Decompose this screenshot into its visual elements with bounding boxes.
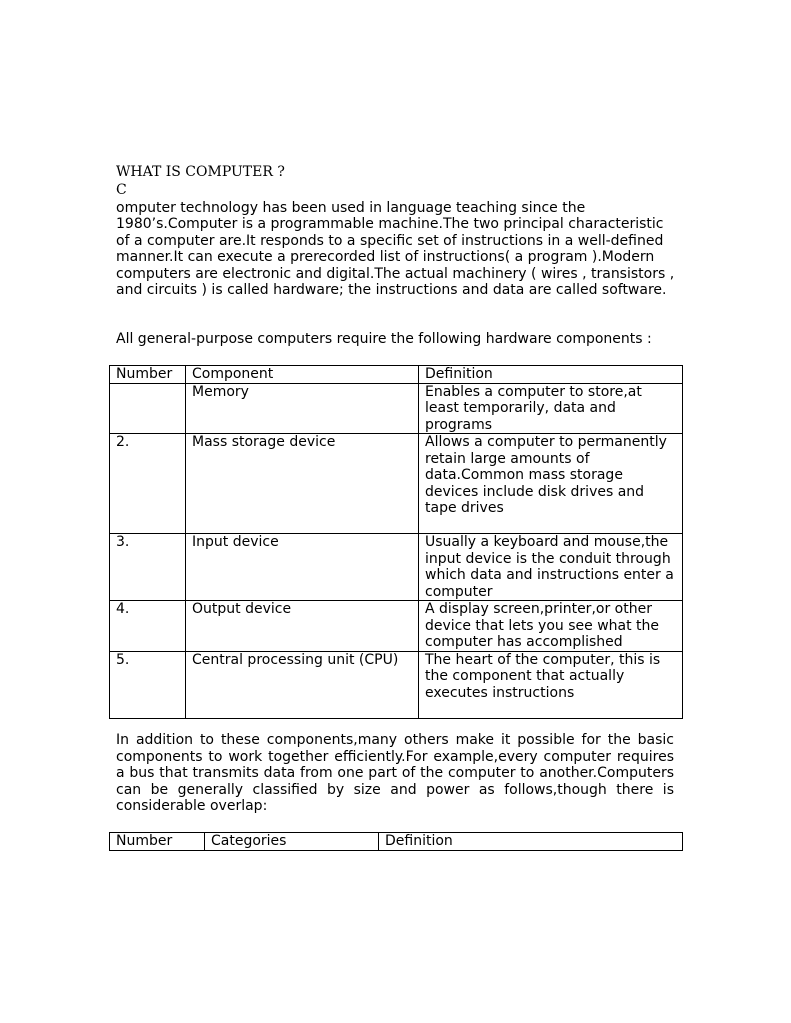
header-definition: Definition xyxy=(379,833,683,851)
cell-definition: The heart of the computer, this is the component that actually executes instructions xyxy=(419,651,683,718)
cell-definition: A display screen,printer,or other device that lets you see what the computer has accomplished xyxy=(419,601,683,652)
cell-number: 4. xyxy=(110,601,186,652)
components-table xyxy=(109,365,683,719)
cell-component: Output device xyxy=(186,601,419,652)
cell-number xyxy=(110,383,186,434)
cell-number: 3. xyxy=(110,534,186,601)
table-row xyxy=(110,651,683,718)
table-row xyxy=(110,434,683,534)
cell-component: Input device xyxy=(186,534,419,601)
header-definition: Definition xyxy=(419,366,683,384)
intro-paragraph: omputer technology has been used in language teaching since the 1980’s.Computer is a programmable machine.The two principal characteristic of a computer are.It responds to a specific set of instructions in a well-defined manner.It can execute a prerecorded list of instructions( a program ).Modern computers are electronic and digital.The actual machinery ( wires , transistors , and circuits ) is called hardware; the instructions and data are called software. xyxy=(116,200,675,299)
cell-number: 2. xyxy=(110,434,186,534)
categories-table xyxy=(109,832,683,851)
cell-component: Mass storage device xyxy=(186,434,419,534)
cell-definition: Allows a computer to permanently retain large amounts of data.Common mass storage devices include disk drives and tape drives xyxy=(419,434,683,534)
header-number: Number xyxy=(110,833,205,851)
header-component: Component xyxy=(186,366,419,384)
table-header-row xyxy=(110,833,683,851)
cell-definition: Usually a keyboard and mouse,the input device is the conduit through which data and instructions enter a computer xyxy=(419,534,683,601)
cell-definition: Enables a computer to store,at least temporarily, data and programs xyxy=(419,383,683,434)
lead-in-sentence: All general-purpose computers require the following hardware components : xyxy=(116,331,652,347)
header-categories: Categories xyxy=(205,833,379,851)
header-number: Number xyxy=(110,366,186,384)
cell-component: Central processing unit (CPU) xyxy=(186,651,419,718)
cell-component: Memory xyxy=(186,383,419,434)
table-row xyxy=(110,383,683,434)
drop-cap: C xyxy=(116,182,127,198)
table-row xyxy=(110,601,683,652)
table-row xyxy=(110,534,683,601)
page-title: WHAT IS COMPUTER ? xyxy=(116,164,285,180)
classification-paragraph: In addition to these components,many others make it possible for the basic components to work together efficiently.For example,every computer requires a bus that transmits data from one part of the computer to another.Computers can be generally classified by size and power as follows,though there is considerable overlap: xyxy=(116,732,674,815)
table-header-row xyxy=(110,366,683,384)
cell-number: 5. xyxy=(110,651,186,718)
